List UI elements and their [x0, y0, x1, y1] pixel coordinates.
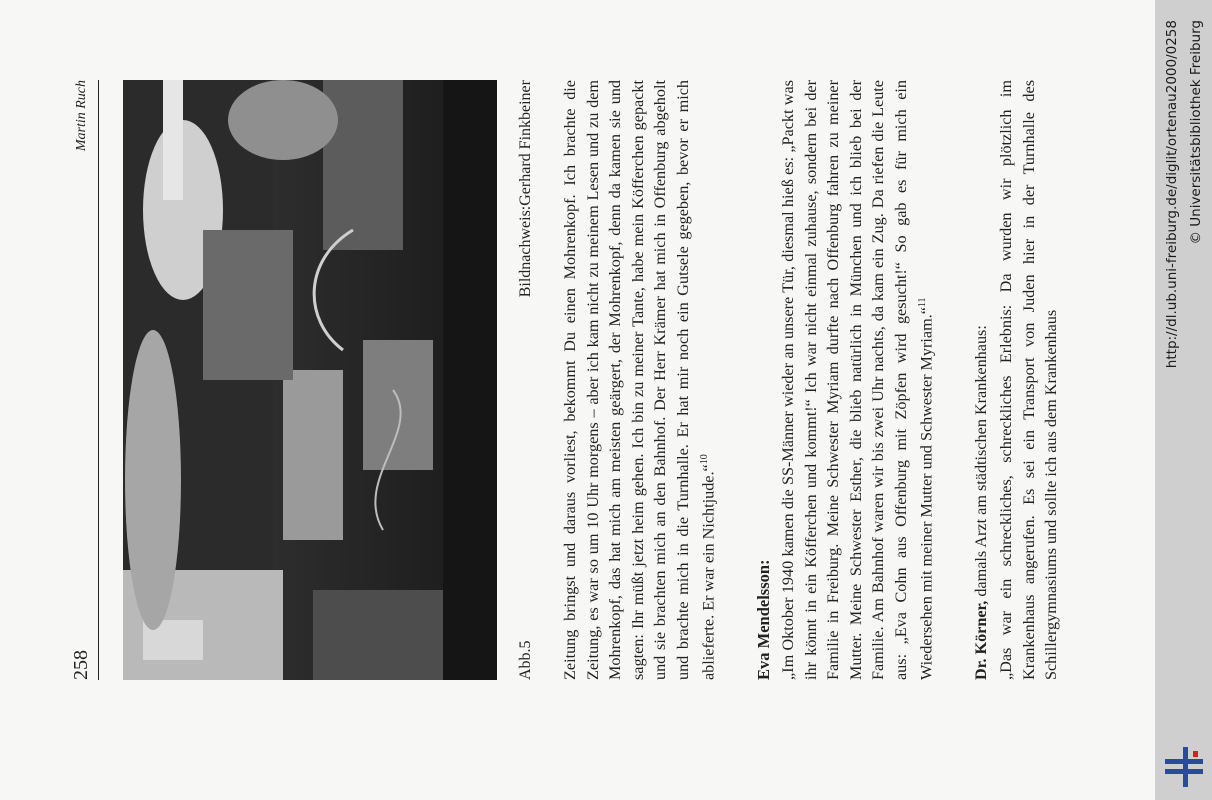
- paragraph-1: [559, 80, 720, 680]
- photo-illustration: [123, 80, 497, 680]
- heading-dr-koerner: [972, 80, 991, 680]
- historical-photo: [123, 80, 497, 680]
- figure-label: Abb.5: [517, 640, 534, 680]
- page-number: 258: [70, 650, 92, 680]
- ub-freiburg-logo-icon: [1163, 745, 1207, 789]
- paragraph-2-text: „Im Oktober 1940 kamen die SS-Männer wieder an unsere Tür, diesmal hieß es: „Packt was ihr könnt in ein Köfferchen und kommt!“ Ich war nicht einmal zuhause, sondern bei der Familie in Freiburg. Meine Schwester Myriam durfte nach Offenburg fahren zu meiner Mutter. Meine Schwester Esther, die blieb natürlich in München und ich blieb bei der Familie. Am Bahnhof waren wir bis zwei Uhr nachts, da kam ein Zug. Da riefen die Leute aus: „Eva Cohn aus Offenburg mit Zöpfen wird gesucht!“ So gab es für mich ein Wiedersehen mit meiner Mutter und Schwester Myriam.“: [779, 80, 936, 680]
- rotated-page-content: [68, 80, 1063, 680]
- heading-dr-koerner-name: Dr. Körner,: [972, 600, 990, 680]
- footnote-ref-11: 11: [917, 297, 928, 308]
- heading-eva-mendelsson: Eva Mendelsson:: [754, 559, 773, 680]
- copyright-notice: © Universitätsbibliothek Freiburg: [1188, 20, 1204, 245]
- paragraph-3: „Das war ein schreckliches, schreckliches Erlebnis: Da wurden wir plötzlich im Krankenhaus angerufen. Es sei ein Transport von Juden hier in der Turnhalle des Schillergymnasiums und sollte ich aus dem Krankenhaus: [997, 80, 1060, 680]
- heading-dr-koerner-rest: damals Arzt am städtischen Krankenhaus:: [972, 325, 990, 601]
- running-header-author: Martin Ruch: [74, 80, 89, 152]
- running-header: [68, 80, 99, 680]
- figure-credit: Bildnachweis:Gerhard Finkbeiner: [517, 80, 534, 298]
- source-url-link[interactable]: http://dl.ub.uni-freiburg.de/diglit/ortenau2000/0258: [1164, 20, 1180, 369]
- paragraph-2: [777, 80, 938, 680]
- footnote-ref-10: 10: [699, 454, 710, 465]
- sidebar-text: [1160, 20, 1208, 780]
- paragraph-1-text: Zeitung bringst und daraus vorliest, bekommt Du einen Mohrenkopf. Ich brachte die Zeitung, es war so um 10 Uhr morgens – aber ich kam nicht zu meinem Lesen und zu dem Mohrenkopf, das hat mich am meisten geärgert, der Mohrenkopf, denn da kamen sie und sagten: Ihr müßt jetzt heim gehen. Ich bin zu meiner Tante, habe mein Köfferchen gepackt und sie brachten mich an den Bahnhof. Der Herr Krämer hat mich in Offenburg abgeholt und brachte mich in die Turnhalle. Er hat mir noch ein Gutsele gegeben, bevor er mich ablieferte. Er war ein Nichtjude.“: [561, 80, 718, 680]
